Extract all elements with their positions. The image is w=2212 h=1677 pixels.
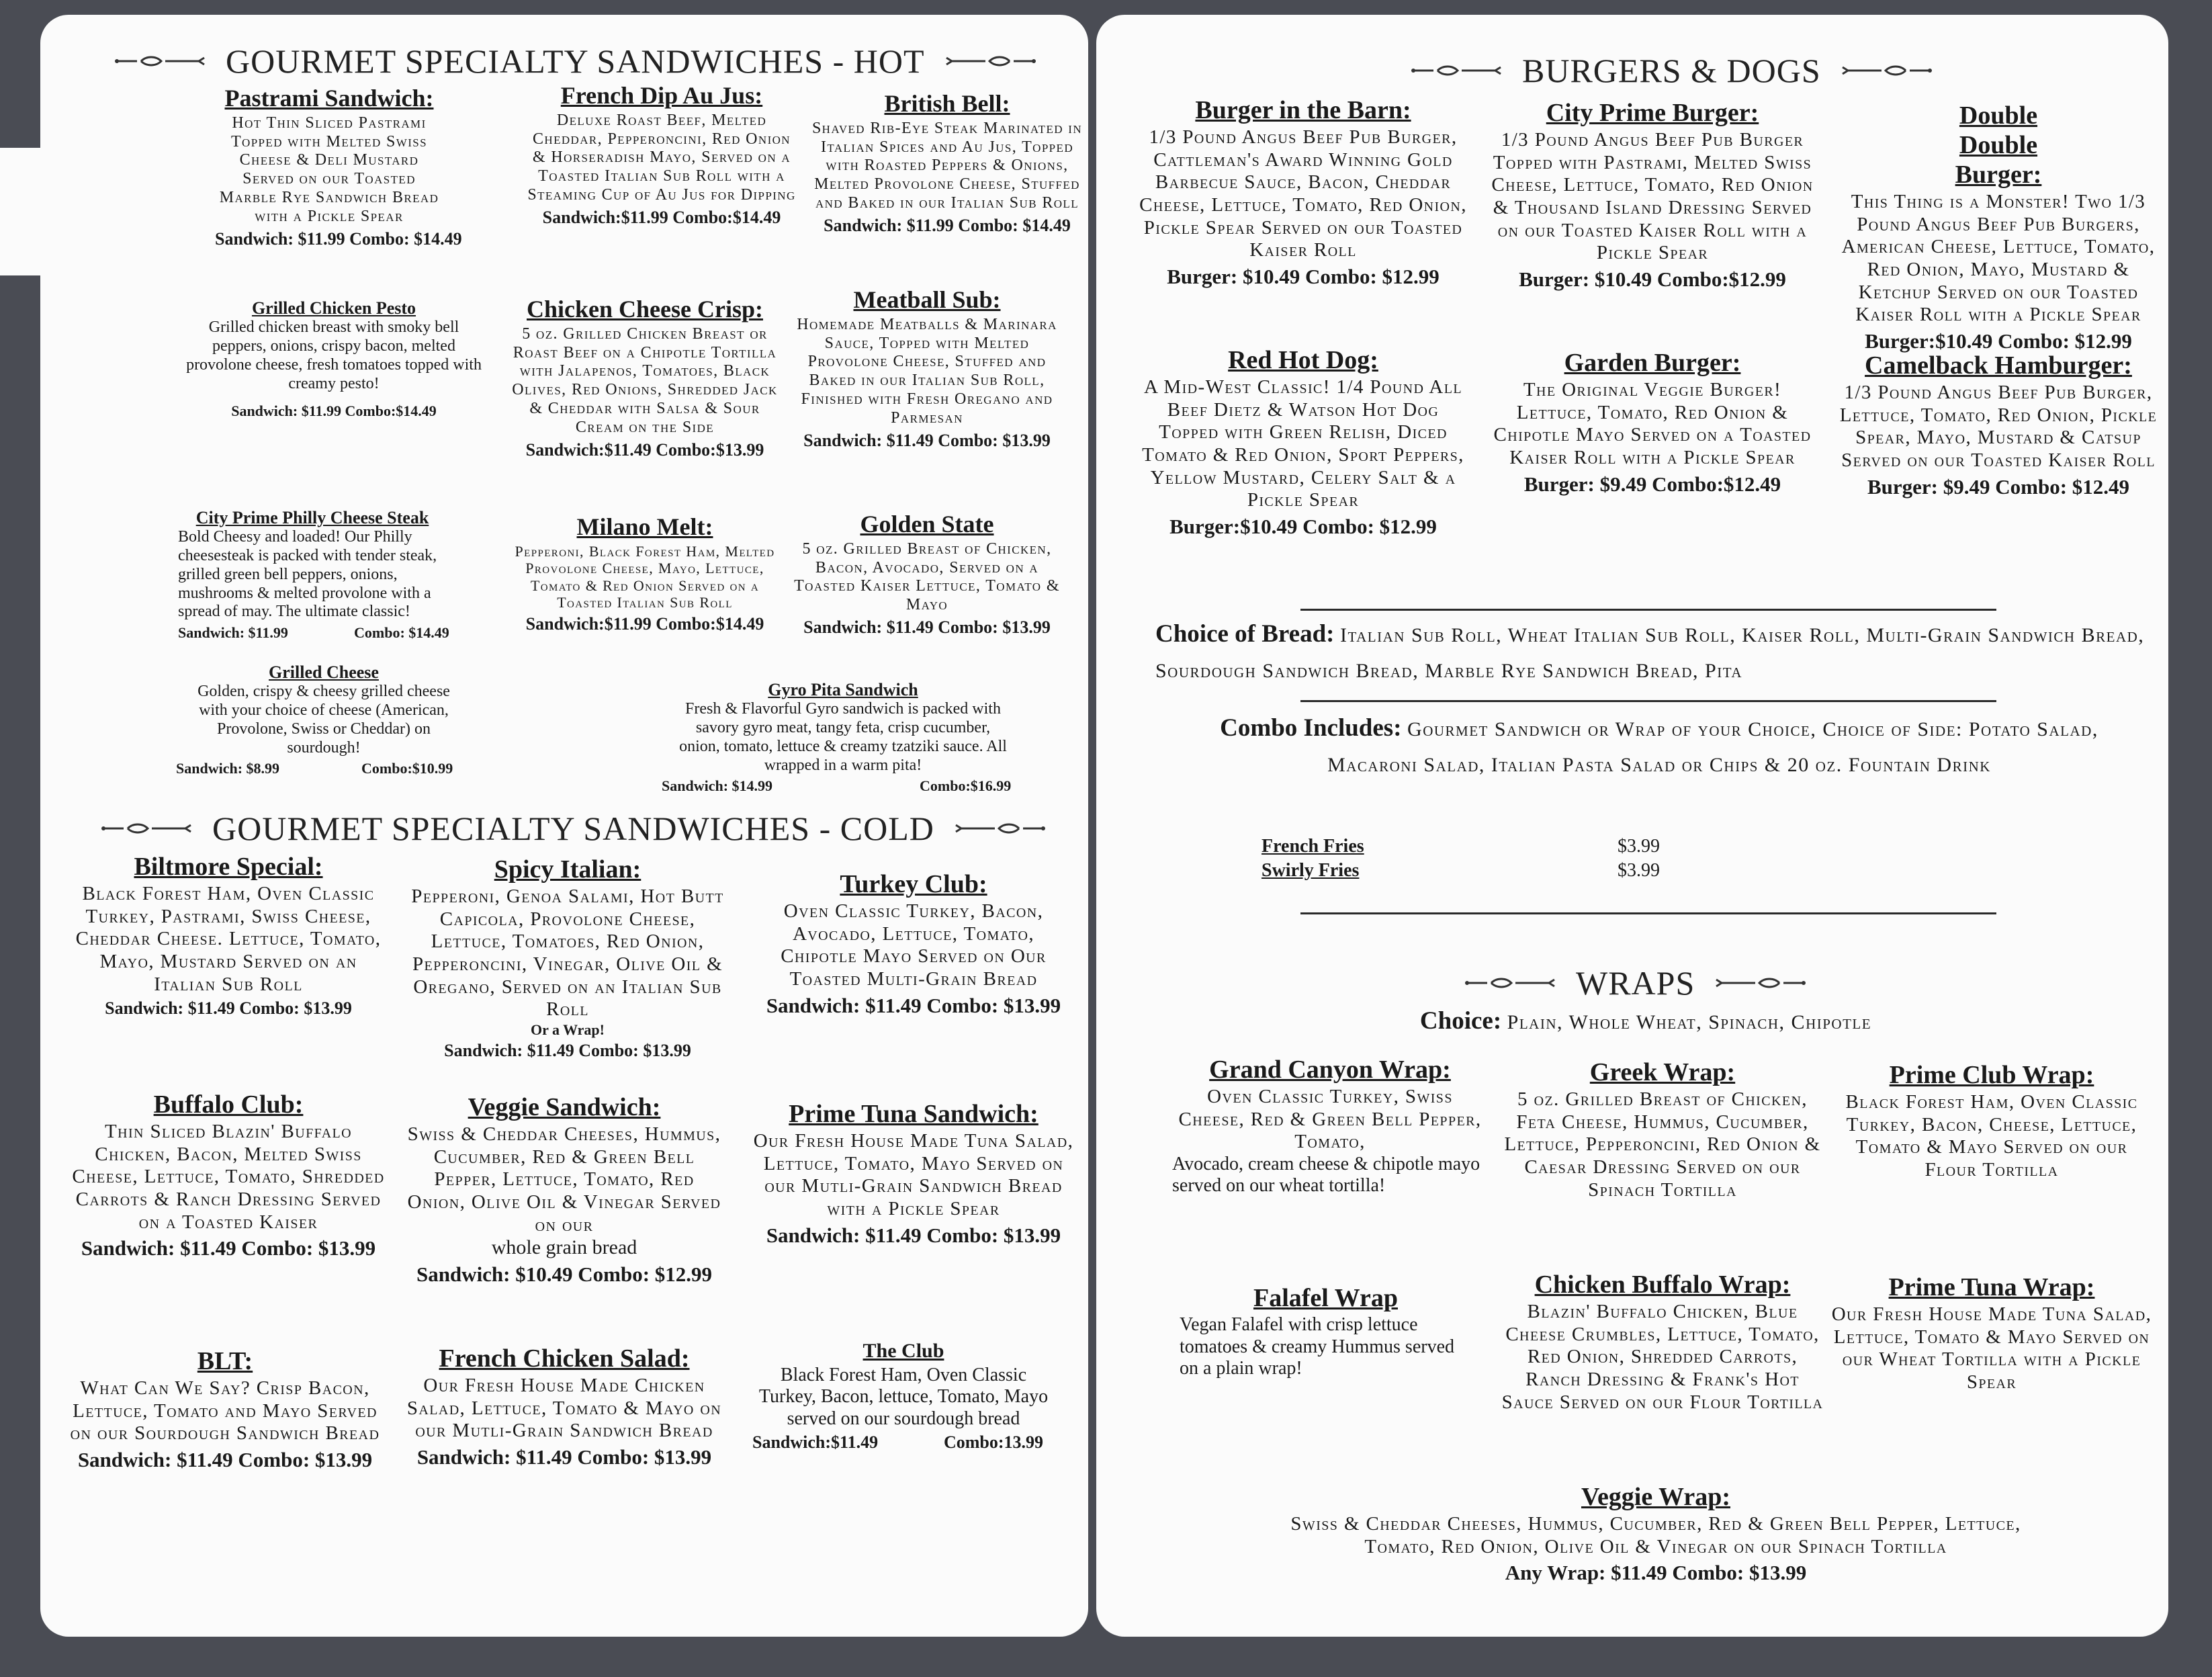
item-name: Burger in the Barn: [1195, 96, 1411, 124]
item-desc: Oven Classic Turkey, Swiss Cheese, Red & Green Bell Pepper, Tomato, [1178, 1086, 1482, 1153]
item-name: Chicken Buffalo Wrap: [1534, 1271, 1791, 1299]
item-price: Sandwich: $11.49 Combo: $13.99 [81, 1236, 376, 1260]
wrap-choice-options: Plain, Whole Wheat, Spinach, Chipotle [1507, 1011, 1872, 1033]
menu-item-blt [67, 1346, 383, 1472]
item-name: City Prime Philly Cheese Steak [195, 508, 429, 527]
item-desc: Golden, crispy & cheesy grilled cheese with your choice of cheese (American, Provolone, Swiss or Cheddar) on sourdough! [197, 683, 450, 757]
menu-item-prime-club-wrap [1827, 1060, 2156, 1182]
item-desc: Our Fresh House Made Tuna Salad, Lettuce, Tomato, Mayo Served on our Mutli-Grain Sandwich Bread with a Pickle Spear [753, 1130, 1074, 1219]
item-desc: Swiss & Cheddar Cheeses, Hummus, Cucumber, Red & Green Bell Pepper, Lettuce, Tomato, Red Onion, Olive Oil & Vinegar Served on our [407, 1123, 721, 1236]
item-name: Prime Tuna Sandwich: [789, 1100, 1038, 1128]
menu-item-camelback-hamburger [1830, 351, 2166, 499]
menu-item-meatball-sub [793, 286, 1061, 451]
side-price: $3.99 [1618, 836, 1660, 857]
side-label: French Fries [1262, 836, 1364, 857]
ornament-right-icon [952, 820, 1046, 837]
item-price: Burger: $10.49 Combo: $12.99 [1167, 264, 1440, 288]
item-desc: Shaved Rib-Eye Steak Marinated in Italian Spices and Au Jus, Topped with Roasted Peppers & Onions, Melted Provolone Cheese, Stuffed and Baked in our Italian Sub Roll [811, 119, 1083, 212]
menu-item-city-prime-burger [1485, 98, 1820, 292]
menu-item-garden-burger [1485, 348, 1820, 497]
item-desc: Thin Sliced Blazin' Buffalo Chicken, Bacon, Melted Swiss Cheese, Lettuce, Tomato, Shredded Carrots & Ranch Dressing Served on a Toasted Kaiser [72, 1121, 385, 1233]
combo-text: Gourmet Sandwich or Wrap of your Choice, Choice of Side: Potato Salad, Macaroni Salad, Italian Pasta Salad or Chips & 20 oz. Fountain Drink [1327, 718, 2098, 776]
section-title-cold: GOURMET SPECIALTY SANDWICHES - COLD [212, 810, 934, 847]
item-name: Falafel Wrap [1253, 1284, 1398, 1312]
item-price [752, 1432, 1055, 1453]
item-name: Turkey Club: [840, 870, 987, 898]
price-combo: Combo:$16.99 [920, 777, 1012, 795]
wrap-choice-label: Choice: [1419, 1007, 1502, 1035]
item-name: Meatball Sub: [853, 286, 1001, 313]
menu-item-veggie-wrap [1276, 1482, 2035, 1585]
item-name: Spicy Italian: [494, 855, 642, 884]
item-price: Burger: $9.49 Combo:$12.49 [1523, 472, 1781, 496]
price-sandwich: Sandwich: $8.99 [176, 760, 280, 777]
item-desc: This Thing is a Monster! Two 1/3 Pound Angus Beef Pub Burgers, American Cheese, Lettuce, Tomato, Red Onion, Mayo, Mustard & Ketchup Served on our Toasted Kaiser Roll with a Pickle Spear [1841, 191, 2156, 326]
menu-item-red-hot-dog [1135, 345, 1471, 539]
item-name: Prime Tuna Wrap: [1888, 1273, 2095, 1301]
item-desc: Black Forest Ham, Oven Classic Turkey, Bacon, Cheese, Lettuce, Tomato & Mayo Served on our Flour Tortilla [1845, 1091, 2138, 1180]
item-name: Camelback Hamburger: [1865, 351, 2132, 380]
price-sandwich: Sandwich:$11.49 [752, 1432, 879, 1453]
item-price: Burger: $10.49 Combo:$12.99 [1519, 267, 1786, 291]
item-name: Pastrami Sandwich: [224, 85, 434, 112]
item-price: Sandwich: $11.99 Combo: $14.49 [824, 215, 1071, 235]
item-price [176, 760, 472, 777]
item-name: Red Hot Dog: [1228, 346, 1378, 374]
item-name: Buffalo Club: [153, 1090, 304, 1119]
item-desc: 5 oz. Grilled Breast of Chicken, Feta Cheese, Hummus, Cucumber, Lettuce, Pepperoncini, Red Onion & Caesar Dressing Served on our Spinach Tortilla [1504, 1088, 1821, 1201]
item-price: Sandwich: $11.49 Combo: $13.99 [416, 1445, 712, 1469]
side-label: Swirly Fries [1262, 860, 1360, 881]
menu-item-pastrami [215, 85, 462, 249]
menu-item-grilled-chicken-pesto [183, 298, 485, 420]
item-price: Sandwich: $11.49 Combo: $13.99 [77, 1447, 373, 1471]
item-desc: Our Fresh House Made Tuna Salad, Lettuce, Tomato & Mayo Served on our Wheat Tortilla with a Pickle Spear [1831, 1303, 2152, 1393]
item-name: City Prime Burger: [1546, 99, 1759, 127]
item-name: Chicken Cheese Crisp: [527, 296, 763, 322]
item-desc: The Original Veggie Burger! Lettuce, Tomato, Red Onion & Chipotle Mayo Served on a Toasted Kaiser Roll with a Pickle Spear [1493, 379, 1812, 468]
item-desc: Blazin' Buffalo Chicken, Blue Cheese Crumbles, Lettuce, Tomato, Red Onion, Shredded Carrots, Ranch Dressing & Frank's Hot Sauce Served on our Flour Tortilla [1501, 1301, 1824, 1413]
side-price: $3.99 [1618, 860, 1660, 881]
item-desc: What Can We Say? Crisp Bacon, Lettuce, Tomato and Mayo Served on our Sourdough Sandwich Bread [70, 1377, 380, 1445]
price-sandwich: Sandwich: $11.99 [178, 624, 288, 642]
item-name: Greek Wrap: [1589, 1058, 1736, 1086]
item-name: Veggie Sandwich: [468, 1093, 661, 1121]
menu-item-prime-tuna-wrap [1827, 1273, 2156, 1394]
divider [1300, 700, 1996, 702]
price-combo: Combo:$10.99 [361, 760, 453, 777]
item-price: Sandwich: $11.99 Combo:$14.49 [231, 402, 437, 420]
item-name: Double Double Burger: [1955, 101, 2042, 189]
item-name: The Club [862, 1340, 944, 1362]
item-desc: Bold Cheesy and loaded! Our Philly cheesesteak is packed with tender steak, grilled green bell peppers, onions, mushrooms & melted provolone with a spread of may. The ultimate classic! [178, 528, 437, 621]
item-desc: Swiss & Cheddar Cheeses, Hummus, Cucumber, Red & Green Bell Pepper, Lettuce, Tomato, Red Onion, Olive Oil & Vinegar on our Spinach Tortilla [1290, 1513, 2021, 1557]
item-price: Sandwich: $10.49 Combo: $12.99 [416, 1262, 713, 1286]
menu-item-chicken-cheese-crisp [511, 296, 779, 460]
menu-item-falafel-wrap [1180, 1283, 1475, 1379]
section-header-cold [101, 809, 1055, 848]
item-price: Sandwich: $11.49 Combo: $13.99 [444, 1041, 691, 1061]
item-price [178, 624, 460, 642]
item-desc: Oven Classic Turkey, Bacon, Avocado, Lettuce, Tomato, Chipotle Mayo Served on Our Toasted Multi-Grain Bread [781, 900, 1047, 990]
item-price: Sandwich: $11.49 Combo: $13.99 [766, 993, 1061, 1017]
item-desc: 5 oz. Grilled Breast of Chicken, Bacon, Avocado, Served on a Toasted Kaiser Lettuce, Tomato & Mayo [794, 540, 1060, 614]
menu-item-greek-wrap [1501, 1058, 1824, 1201]
menu-item-biltmore-special [67, 852, 390, 1019]
item-price: Sandwich:$11.49 Combo:$13.99 [525, 439, 764, 460]
menu-item-chicken-buffalo-wrap [1501, 1270, 1824, 1414]
item-name: Veggie Wrap: [1581, 1483, 1731, 1511]
price-combo: Combo:13.99 [944, 1432, 1044, 1453]
menu-item-philly-cheese-steak [178, 508, 460, 642]
ornament-right-icon [1712, 974, 1806, 992]
divider [1300, 912, 1996, 914]
page-edge-tab [0, 148, 48, 275]
item-desc-extra: Avocado, cream cheese & chipotle mayo served on our wheat tortilla! [1172, 1153, 1480, 1197]
item-name: French Chicken Salad: [439, 1344, 690, 1373]
menu-item-turkey-club [752, 869, 1075, 1018]
wrap-choice [1229, 1002, 2062, 1040]
item-price: Burger: $9.49 Combo: $12.49 [1867, 474, 2130, 499]
menu-item-french-dip [527, 82, 796, 228]
item-desc-extra: whole grain bread [491, 1236, 637, 1259]
menu-item-gyro-pita [662, 680, 1024, 795]
menu-item-buffalo-club [67, 1090, 390, 1260]
item-name: BLT: [197, 1347, 253, 1375]
item-price: Sandwich:$11.99 Combo:$14.49 [542, 207, 781, 227]
ornament-left-icon [1464, 974, 1558, 992]
section-header-hot [114, 42, 1055, 81]
price-combo: Combo: $14.49 [354, 624, 449, 642]
item-price: Sandwich: $11.49 Combo: $13.99 [105, 998, 352, 1019]
ornament-left-icon [101, 820, 195, 837]
item-desc: Deluxe Roast Beef, Melted Cheddar, Pepperoncini, Red Onion & Horseradish Mayo, Served on a Toasted Italian Sub Roll with a Steaming Cup of Au Jus for Dipping [527, 111, 796, 204]
section-header-wraps [1464, 963, 1841, 1002]
item-name: British Bell: [884, 90, 1010, 117]
item-desc: Black Forest Ham, Oven Classic Turkey, Pastrami, Swiss Cheese, Cheddar Cheese. Lettuce, Tomato, Mayo, Mustard Served on an Italian Sub Roll [75, 883, 382, 995]
item-price: Burger:$10.49 Combo: $12.99 [1865, 329, 2132, 353]
item-desc: Pepperoni, Black Forest Ham, Melted Provolone Cheese, Mayo, Lettuce, Tomato & Red Onion Served on a Toasted Italian Sub Roll [515, 542, 775, 611]
item-note: Or a Wrap! [530, 1021, 605, 1038]
item-price [662, 777, 1024, 795]
item-name: Grilled Cheese [269, 662, 379, 682]
item-desc: A Mid-West Classic! 1/4 Pound All Beef Dietz & Watson Hot Dog Topped with Green Relish, Diced Tomato & Red Onion, Sport Peppers, Yellow Mustard, Celery Salt & a Pickle Spear [1142, 376, 1464, 511]
item-price: Sandwich: $11.49 Combo: $13.99 [766, 1223, 1061, 1247]
ornament-right-icon [942, 52, 1036, 70]
menu-item-french-chicken-salad [396, 1344, 732, 1469]
item-name: Grilled Chicken Pesto [251, 298, 416, 318]
menu-item-golden-state [793, 511, 1061, 638]
item-price: Sandwich: $11.49 Combo: $13.99 [803, 617, 1051, 638]
menu-item-double-double-burger [1830, 101, 2166, 353]
item-name: Prime Club Wrap: [1889, 1061, 2094, 1089]
item-desc: Homemade Meatballs & Marinara Sauce, Topped with Melted Provolone Cheese, Stuffed and Baked in our Italian Sub Roll, Finished with Fresh Oregano and Parmesan [797, 315, 1057, 427]
menu-item-british-bell [806, 90, 1088, 236]
item-price: Sandwich: $11.99 Combo: $14.49 [215, 228, 462, 249]
section-header-burgers [1411, 51, 1948, 90]
section-title-burgers: BURGERS & DOGS [1522, 52, 1821, 89]
divider [1300, 609, 1996, 611]
price-sandwich: Sandwich: $14.99 [662, 777, 773, 795]
item-name: Gyro Pita Sandwich [768, 680, 918, 699]
ornament-right-icon [1839, 62, 1933, 79]
menu-item-the-club [752, 1340, 1055, 1453]
combo-includes [1182, 710, 2136, 781]
bread-choice [1155, 615, 2150, 687]
item-name: Biltmore Special: [134, 853, 323, 881]
menu-item-milano-melt [511, 513, 779, 634]
menu-item-grilled-cheese [176, 662, 472, 777]
item-desc: Fresh & Flavorful Gyro sandwich is packed with savory gyro meat, tangy feta, crisp cucumber, onion, tomato, lettuce & creamy tzatziki sauce. All wrapped in a warm pita! [679, 700, 1007, 774]
item-desc: Grilled chicken breast with smoky bell peppers, onions, crispy bacon, melted provolone cheese, fresh tomatoes topped with creamy pesto! [186, 318, 482, 392]
menu-item-veggie-sandwich [403, 1092, 725, 1287]
item-desc: 1/3 Pound Angus Beef Pub Burger Topped with Pastrami, Melted Swiss Cheese, Lettuce, Tomato, Red Onion & Thousand Island Dressing Served on our Toasted Kaiser Roll with a Pickle Spear [1491, 129, 1814, 264]
item-name: Garden Burger: [1564, 349, 1741, 377]
item-price: Sandwich: $11.49 Combo: $13.99 [803, 430, 1051, 450]
item-desc: Pepperoni, Genoa Salami, Hot Butt Capicola, Provolone Cheese, Lettuce, Tomatoes, Red Onion, Pepperoncini, Vinegar, Olive Oil & Oregano, Served on an Italian Sub Roll [411, 886, 724, 1021]
section-title-hot: GOURMET SPECIALTY SANDWICHES - HOT [226, 42, 925, 80]
ornament-left-icon [1411, 62, 1505, 79]
menu-item-grand-canyon-wrap [1172, 1055, 1488, 1197]
item-name: Milano Melt: [576, 513, 713, 540]
combo-label: Combo Includes: [1220, 714, 1402, 742]
item-desc: Hot Thin Sliced Pastrami Topped with Melted Swiss Cheese & Deli Mustard Served on our Toasted Marble Rye Sandwich Bread with a Pickle Spear [219, 114, 439, 225]
menu-item-prime-tuna-sandwich [752, 1099, 1075, 1248]
item-name: Golden State [860, 511, 994, 538]
bread-options: Italian Sub Roll, Wheat Italian Sub Roll, Kaiser Roll, Multi-Grain Sandwich Bread, Sourdough Sandwich Bread, Marble Rye Sandwich Bread, Pita [1155, 624, 2145, 682]
item-price: Burger:$10.49 Combo: $12.99 [1169, 514, 1437, 538]
bread-label: Choice of Bread: [1155, 620, 1335, 648]
item-price: Any Wrap: $11.49 Combo: $13.99 [1505, 1561, 1807, 1585]
item-price: Sandwich:$11.99 Combo:$14.49 [525, 613, 764, 634]
section-title-wraps: WRAPS [1576, 964, 1695, 1002]
item-desc: 1/3 Pound Angus Beef Pub Burger, Lettuce, Tomato, Red Onion, Pickle Spear, Mayo, Mustard & Catsup Served on our Toasted Kaiser Roll [1839, 382, 2158, 471]
item-desc: Our Fresh House Made Chicken Salad, Lettuce, Tomato & Mayo on our Mutli-Grain Sandwich Bread [406, 1375, 722, 1442]
item-desc: Black Forest Ham, Oven Classic Turkey, Bacon, lettuce, Tomato, Mayo served on our sourdough bread [758, 1364, 1049, 1429]
menu-item-burger-in-the-barn [1135, 95, 1471, 289]
ornament-left-icon [114, 52, 208, 70]
item-name: Grand Canyon Wrap: [1209, 1056, 1451, 1084]
menu-item-spicy-italian [406, 855, 729, 1062]
item-desc: 1/3 Pound Angus Beef Pub Burger, Cattleman's Award Winning Gold Barbecue Sauce, Bacon, Cheddar Cheese, Lettuce, Tomato, Red Onion, Pickle Spear Served on our Toasted Kaiser Roll [1139, 126, 1467, 261]
item-desc: Vegan Falafel with crisp lettuce tomatoes & creamy Hummus served on a plain wrap! [1180, 1314, 1455, 1379]
item-desc: 5 oz. Grilled Chicken Breast or Roast Beef on a Chipotle Tortilla with Jalapenos, Tomatoes, Black Olives, Red Onions, Shredded Jack & Cheddar with Salsa & Sour Cream on the Side [512, 325, 778, 436]
item-name: French Dip Au Jus: [560, 82, 763, 109]
